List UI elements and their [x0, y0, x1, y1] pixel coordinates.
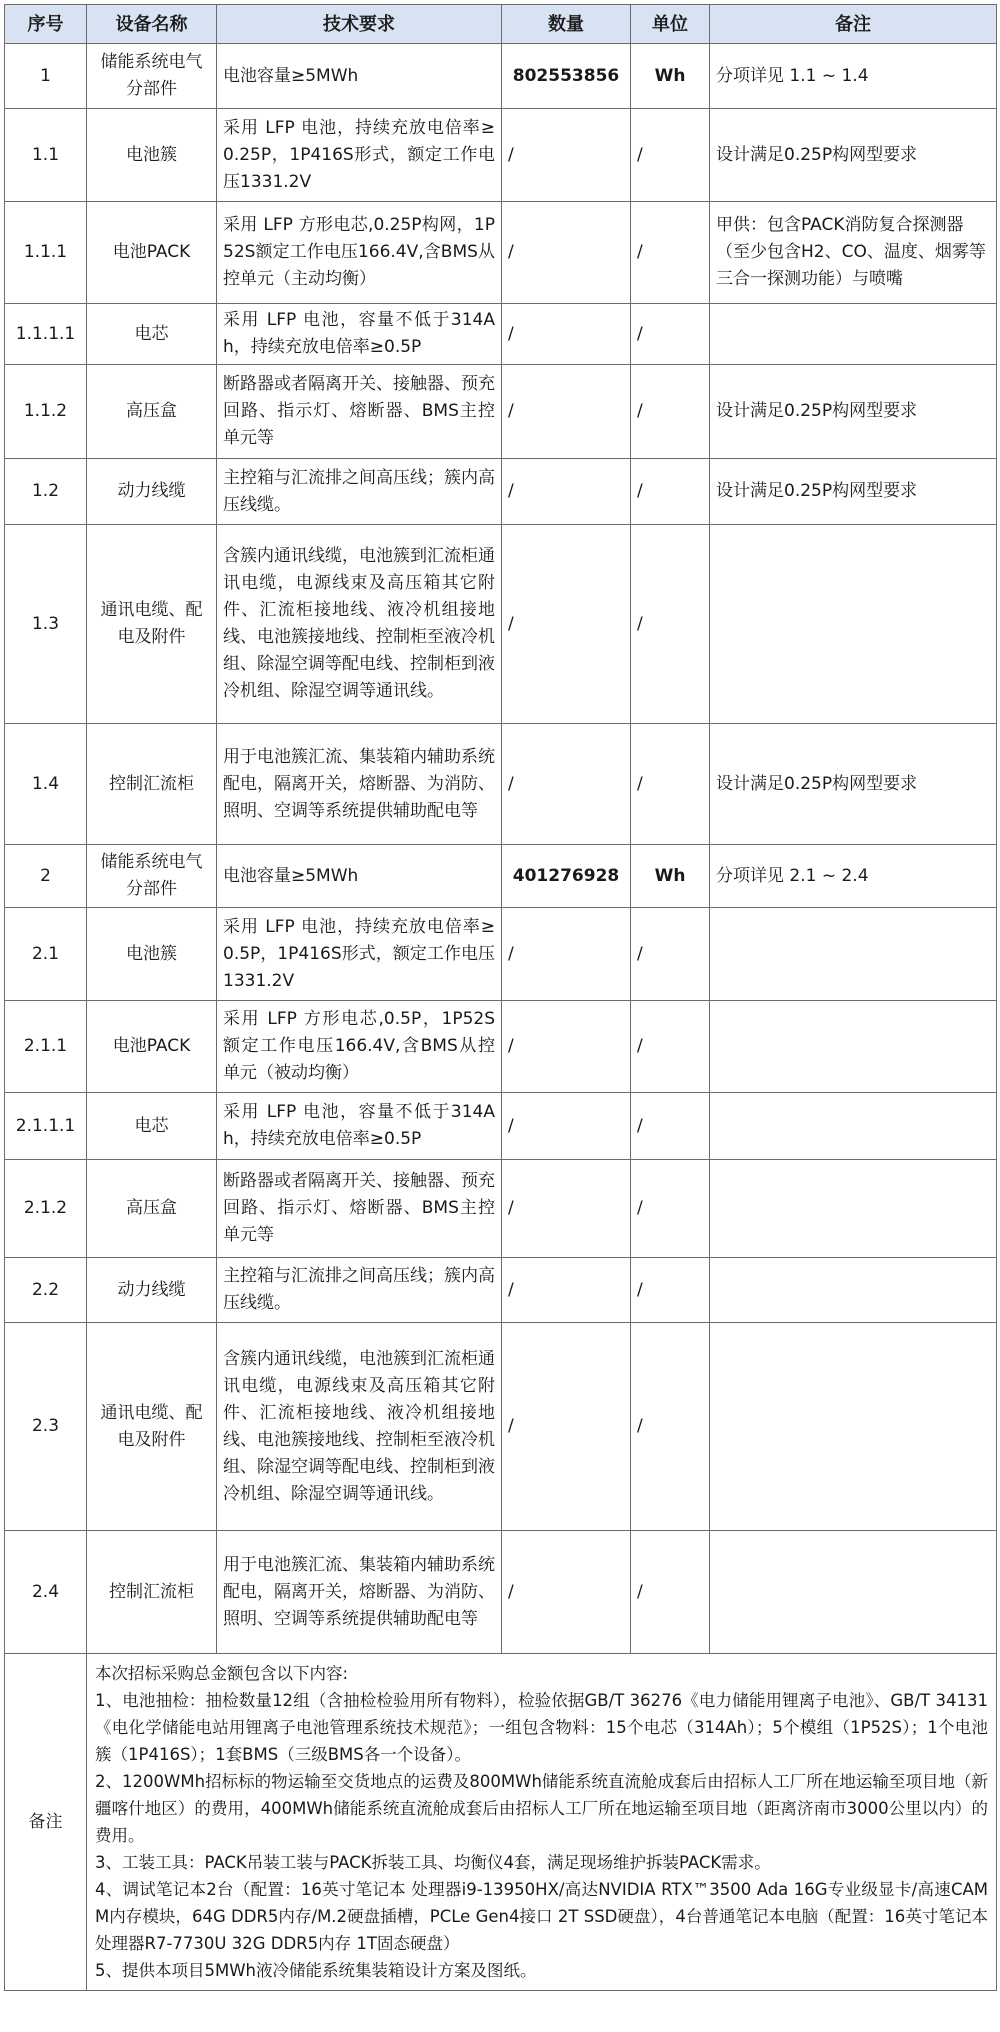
row-device-name: 电芯 [87, 304, 217, 365]
table-row [5, 1323, 997, 1531]
table-row [5, 724, 997, 845]
row-requirements-text: 采用 LFP 方形电芯,0.25P构网，1P52S额定工作电压166.4V,含BMS从控单元（主动均衡） [223, 215, 495, 289]
table-row [5, 44, 997, 109]
row-quantity: / [502, 1323, 631, 1531]
note-line: 1、电池抽检：抽检数量12组（含抽检检验用所有物料），检验依据GB/T 36276《电力储能用锂离子电池》、GB/T 34131《电化学储能电站用锂离子电池管理系统技术规范》；一组包含物料：15个电芯（314Ah）；5个模组（1P52S）；1个电池簇（1P416S）；1套BMS（三级BMS各一个设备）。 [95, 1691, 988, 1764]
row-device-name: 高压盒 [87, 1160, 217, 1258]
row-device-name: 储能系统电气分部件 [87, 44, 217, 109]
note-line: 2、1200WMh招标标的物运输至交货地点的运费及800MWh储能系统直流舱成套后由招标人工厂所在地运输至项目地（新疆喀什地区）的费用，400MWh储能系统直流舱成套后由招标人工厂所在地运输至项目地（距离济南市3000公里以内）的费用。 [95, 1772, 988, 1845]
row-remark [710, 304, 997, 365]
row-remark [710, 1001, 997, 1093]
row-unit: / [631, 908, 710, 1001]
note-line: 本次招标采购总金额包含以下内容: [95, 1664, 349, 1683]
row-quantity: / [502, 525, 631, 724]
row-seq: 1.2 [5, 459, 87, 525]
row-quantity: / [502, 202, 631, 304]
row-unit: / [631, 365, 710, 459]
equipment-spec-table [4, 4, 997, 1991]
row-requirements: 主控箱与汇流排之间高压线；簇内高压线缆。 [217, 1258, 502, 1323]
header-name: 设备名称 [87, 5, 217, 44]
row-remark [710, 1258, 997, 1323]
row-seq: 1.1.1.1 [5, 304, 87, 365]
notes-content [87, 1654, 997, 1991]
row-device-name: 储能系统电气分部件 [87, 845, 217, 908]
row-remark-text: 甲供：包含PACK消防复合探测器（至少包含H2、CO、温度、烟雾等三合一探测功能）与喷嘴 [716, 215, 986, 289]
row-remark [710, 1323, 997, 1531]
row-device-name: 电池PACK [87, 202, 217, 304]
row-quantity: / [502, 1001, 631, 1093]
row-quantity: / [502, 304, 631, 365]
table-row [5, 1258, 997, 1323]
row-unit: / [631, 1323, 710, 1531]
row-device-name: 电池簇 [87, 109, 217, 202]
table-row [5, 1093, 997, 1160]
row-device-name: 通讯电缆、配电及附件 [87, 1323, 217, 1531]
row-unit: / [631, 1160, 710, 1258]
row-unit: Wh [631, 845, 710, 908]
row-unit: Wh [631, 44, 710, 109]
note-line: 3、工装工具：PACK吊装工装与PACK拆装工具、均衡仪4套，满足现场维护拆装PACK需求。 [95, 1853, 771, 1872]
note-line: 5、提供本项目5MWh液冷储能系统集装箱设计方案及图纸。 [95, 1961, 537, 1980]
row-remark [710, 1160, 997, 1258]
table-row [5, 1531, 997, 1654]
notes-label: 备注 [5, 1654, 87, 1991]
row-unit: / [631, 1258, 710, 1323]
table-row [5, 525, 997, 724]
row-device-name: 通讯电缆、配电及附件 [87, 525, 217, 724]
row-device-name: 动力线缆 [87, 459, 217, 525]
row-quantity: / [502, 1258, 631, 1323]
row-seq: 1 [5, 44, 87, 109]
row-seq: 2.1.1 [5, 1001, 87, 1093]
row-unit: / [631, 202, 710, 304]
table-row [5, 365, 997, 459]
row-seq: 1.1.1 [5, 202, 87, 304]
row-quantity: / [502, 1531, 631, 1654]
row-seq: 2.1.2 [5, 1160, 87, 1258]
row-remark [710, 908, 997, 1001]
table-header-row [5, 5, 997, 44]
document-page [4, 4, 996, 1991]
row-unit: / [631, 1001, 710, 1093]
row-requirements: 采用 LFP 方形电芯,0.5P，1P52S额定工作电压166.4V,含BMS从控单元（被动均衡） [217, 1001, 502, 1093]
header-seq: 序号 [5, 5, 87, 44]
row-seq: 1.1 [5, 109, 87, 202]
row-unit: / [631, 304, 710, 365]
row-quantity: / [502, 459, 631, 525]
notes-row [5, 1654, 997, 1991]
row-seq: 1.3 [5, 525, 87, 724]
row-remark [710, 1093, 997, 1160]
header-unit: 单位 [631, 5, 710, 44]
row-requirements: 主控箱与汇流排之间高压线；簇内高压线缆。 [217, 459, 502, 525]
row-quantity: 802553856 [502, 44, 631, 109]
row-remark: 分项详见 2.1 ~ 2.4 [710, 845, 997, 908]
header-quantity: 数量 [502, 5, 631, 44]
row-quantity: / [502, 1160, 631, 1258]
row-remark [710, 202, 997, 304]
row-quantity: / [502, 1093, 631, 1160]
row-quantity: / [502, 365, 631, 459]
row-remark [710, 1531, 997, 1654]
row-requirements: 采用 LFP 电池，持续充放电倍率≥0.5P，1P416S形式，额定工作电压1331.2V [217, 908, 502, 1001]
table-row [5, 109, 997, 202]
row-seq: 2.1 [5, 908, 87, 1001]
row-unit: / [631, 1093, 710, 1160]
header-requirements: 技术要求 [217, 5, 502, 44]
row-requirements [217, 202, 502, 304]
table-row [5, 459, 997, 525]
table-row [5, 304, 997, 365]
row-seq: 1.1.2 [5, 365, 87, 459]
table-row [5, 845, 997, 908]
row-remark: 设计满足0.25P构网型要求 [710, 724, 997, 845]
row-requirements: 采用 LFP 电池，容量不低于314Ah，持续充放电倍率≥0.5P [217, 304, 502, 365]
row-unit: / [631, 109, 710, 202]
row-remark: 设计满足0.25P构网型要求 [710, 459, 997, 525]
table-row [5, 1160, 997, 1258]
row-device-name: 控制汇流柜 [87, 1531, 217, 1654]
row-quantity: / [502, 908, 631, 1001]
header-remark: 备注 [710, 5, 997, 44]
table-row [5, 908, 997, 1001]
note-line: 4、调试笔记本2台（配置：16英寸笔记本 处理器i9-13950HX/高达NVIDIA RTX™3500 Ada 16G专业级显卡/高速CAMM内存模块，64G DDR5内存/M.2硬盘插槽，PCLe Gen4接口 2T SSD硬盘），4台普通笔记本电脑（配置：16英寸笔记本 处理器R7-7730U 32G DDR5内存 1T固态硬盘） [95, 1880, 988, 1953]
row-seq: 2.2 [5, 1258, 87, 1323]
row-device-name: 电池簇 [87, 908, 217, 1001]
row-requirements: 采用 LFP 电池，容量不低于314Ah，持续充放电倍率≥0.5P [217, 1093, 502, 1160]
row-device-name: 控制汇流柜 [87, 724, 217, 845]
row-unit: / [631, 724, 710, 845]
row-requirements: 用于电池簇汇流、集装箱内辅助系统配电，隔离开关，熔断器、为消防、照明、空调等系统提供辅助配电等 [217, 724, 502, 845]
row-device-name: 动力线缆 [87, 1258, 217, 1323]
row-seq: 1.4 [5, 724, 87, 845]
row-seq: 2.4 [5, 1531, 87, 1654]
row-requirements: 含簇内通讯线缆，电池簇到汇流柜通讯电缆，电源线束及高压箱其它附件、汇流柜接地线、液冷机组接地线、电池簇接地线、控制柜至液冷机组、除湿空调等配电线、控制柜到液冷机组、除湿空调等通讯线。 [217, 525, 502, 724]
row-quantity: / [502, 109, 631, 202]
row-unit: / [631, 525, 710, 724]
row-device-name: 电芯 [87, 1093, 217, 1160]
row-remark [710, 525, 997, 724]
row-seq: 2.3 [5, 1323, 87, 1531]
row-device-name: 电池PACK [87, 1001, 217, 1093]
row-remark: 设计满足0.25P构网型要求 [710, 109, 997, 202]
row-requirements: 断路器或者隔离开关、接触器、预充回路、指示灯、熔断器、BMS主控单元等 [217, 365, 502, 459]
row-remark: 分项详见 1.1 ~ 1.4 [710, 44, 997, 109]
row-unit: / [631, 459, 710, 525]
row-remark: 设计满足0.25P构网型要求 [710, 365, 997, 459]
row-seq: 2.1.1.1 [5, 1093, 87, 1160]
row-requirements: 采用 LFP 电池，持续充放电倍率≥0.25P，1P416S形式，额定工作电压1331.2V [217, 109, 502, 202]
row-unit: / [631, 1531, 710, 1654]
row-requirements: 含簇内通讯线缆，电池簇到汇流柜通讯电缆，电源线束及高压箱其它附件、汇流柜接地线、液冷机组接地线、电池簇接地线、控制柜至液冷机组、除湿空调等配电线、控制柜到液冷机组、除湿空调等通讯线。 [217, 1323, 502, 1531]
table-row [5, 1001, 997, 1093]
row-quantity: / [502, 724, 631, 845]
row-device-name: 高压盒 [87, 365, 217, 459]
row-requirements: 用于电池簇汇流、集装箱内辅助系统配电，隔离开关，熔断器、为消防、照明、空调等系统提供辅助配电等 [217, 1531, 502, 1654]
table-row [5, 202, 997, 304]
row-requirements: 电池容量≥5MWh [217, 845, 502, 908]
row-quantity: 401276928 [502, 845, 631, 908]
row-requirements: 电池容量≥5MWh [217, 44, 502, 109]
row-seq: 2 [5, 845, 87, 908]
row-requirements: 断路器或者隔离开关、接触器、预充回路、指示灯、熔断器、BMS主控单元等 [217, 1160, 502, 1258]
